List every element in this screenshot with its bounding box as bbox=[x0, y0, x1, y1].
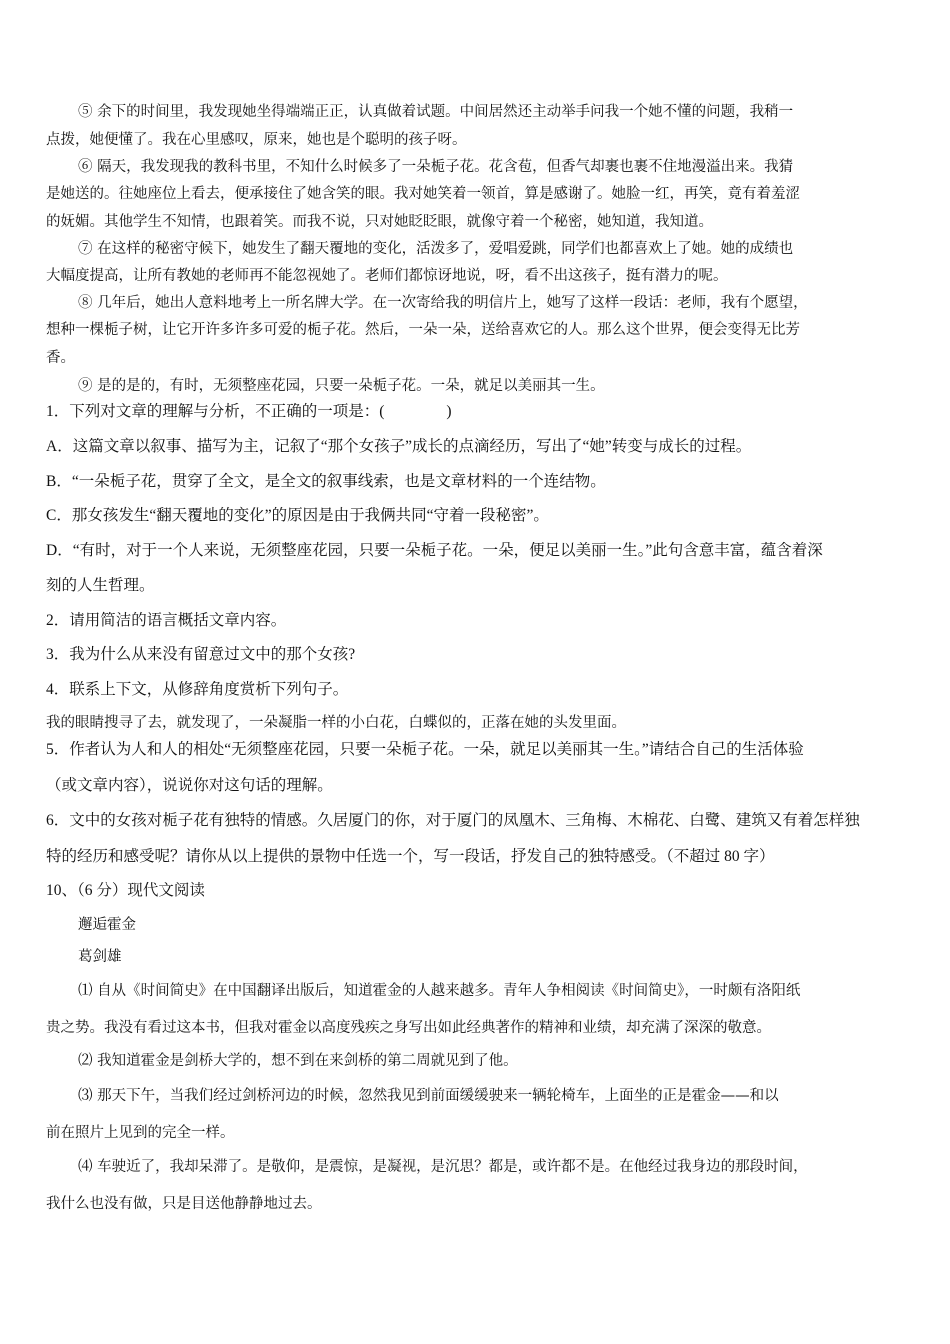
question-1: 1．下列对文章的理解与分析，不正确的一项是：( ) bbox=[46, 403, 452, 420]
article-author: 葛剑雄 bbox=[78, 949, 122, 965]
article-p4-line2: 我什么也没有做，只是目送他静静地过去。 bbox=[46, 1196, 322, 1212]
question-5-line2: （或文章内容），说说你对这句话的理解。 bbox=[46, 777, 333, 794]
article-p1-line2: 贵之势。我没有看过这本书，但我对霍金以高度残疾之身写出如此经典著作的精神和业绩，却充满了深深的敬意。 bbox=[46, 1020, 771, 1036]
passage-p8-line2: 想种一棵栀子树，让它开许多许多可爱的栀子花。然后，一朵一朵，送给喜欢它的人。那么这个世界，便会变得无比芳 bbox=[46, 322, 800, 338]
question-3: 3．我为什么从来没有留意过文中的那个女孩? bbox=[46, 646, 356, 663]
passage-p6-line1: ⑥ 隔天，我发现我的教科书里，不知什么时候多了一朵栀子花。花含苞，但香气却裹也裹不住地漫溢出来。我猜 bbox=[78, 159, 794, 175]
passage-p7-line1: ⑦ 在这样的秘密守候下，她发生了翻天覆地的变化，活泼多了，爱唱爱跳，同学们也都喜欢上了她。她的成绩也 bbox=[78, 241, 794, 257]
article-p3-line2: 前在照片上见到的完全一样。 bbox=[46, 1125, 235, 1141]
question-5-line1: 5．作者认为人和人的相处“无须整座花园，只要一朵栀子花。一朵，就足以美丽其一生。”请结合自己的生活体验 bbox=[46, 741, 804, 758]
passage-p6-line3: 的妩媚。其他学生不知情，也跟着笑。而我不说，只对她眨眨眼，就像守着一个秘密，她知道，我知道。 bbox=[46, 214, 713, 230]
passage-p7-line2: 大幅度提高，让所有教她的老师再不能忽视她了。老师们都惊讶地说，呀，看不出这孩子，挺有潜力的呢。 bbox=[46, 268, 728, 284]
question-1-option-c: C．那女孩发生“翻天覆地的变化”的原因是由于我俩共同“守着一段秘密”。 bbox=[46, 507, 549, 524]
question-2: 2．请用简洁的语言概括文章内容。 bbox=[46, 612, 287, 629]
passage-p5-line2: 点拨，她便懂了。我在心里感叹，原来，她也是个聪明的孩子呀。 bbox=[46, 132, 467, 148]
article-p4-line1: ⑷ 车驶近了，我却呆滞了。是敬仰，是震惊，是凝视，是沉思？都是，或许都不是。在他经过我身边的那段时间， bbox=[78, 1159, 808, 1175]
question-4: 4．联系上下文，从修辞角度赏析下列句子。 bbox=[46, 681, 349, 698]
article-p3-line1: ⑶ 那天下午，当我们经过剑桥河边的时候，忽然我见到前面缓缓驶来一辆轮椅车，上面坐的正是霍金——和以 bbox=[78, 1088, 779, 1104]
passage-p6-line2: 是她送的。往她座位上看去，便承接住了她含笑的眼。我对她笑着一领首，算是感谢了。她脸一红，再笑，竟有着羞涩 bbox=[46, 186, 800, 202]
question-1-option-d-line2: 刻的人生哲理。 bbox=[46, 577, 155, 594]
passage-p8-line3: 香。 bbox=[46, 350, 75, 366]
question-1-option-d-line1: D．“有时，对于一个人来说，无须整座花园，只要一朵栀子花。一朵，便足以美丽一生。”此句含意丰富，蕴含着深 bbox=[46, 542, 823, 559]
passage-p9: ⑨ 是的是的，有时，无须整座花园，只要一朵栀子花。一朵，就足以美丽其一生。 bbox=[78, 378, 605, 394]
section-10-heading: 10、（6 分）现代文阅读 bbox=[46, 882, 205, 899]
article-p1-line1: ⑴ 自从《时间简史》在中国翻译出版后，知道霍金的人越来越多。青年人争相阅读《时间简史》，一时颇有洛阳纸 bbox=[78, 983, 801, 999]
article-title: 邂逅霍金 bbox=[78, 917, 136, 933]
passage-p5-line1: ⑤ 余下的时间里，我发现她坐得端端正正，认真做着试题。中间居然还主动举手问我一个她不懂的问题，我稍一 bbox=[78, 104, 794, 120]
question-1-option-a: A．这篇文章以叙事、描写为主，记叙了“那个女孩子”成长的点滴经历，写出了“她”转变与成长的过程。 bbox=[46, 438, 752, 455]
article-p2: ⑵ 我知道霍金是剑桥大学的，想不到在来剑桥的第二周就见到了他。 bbox=[78, 1053, 518, 1069]
passage-p8-line1: ⑧ 几年后，她出人意料地考上一所名牌大学。在一次寄给我的明信片上，她写了这样一段话：老师，我有个愿望， bbox=[78, 295, 808, 311]
question-6-line1: 6．文中的女孩对栀子花有独特的情感。久居厦门的你，对于厦门的凤凰木、三角梅、木棉花、白鹭、建筑又有着怎样独 bbox=[46, 812, 860, 829]
question-6-line2: 特的经历和感受呢？请你从以上提供的景物中任选一个，写一段话，抒发自己的独特感受。（不超过 80 字） bbox=[46, 848, 775, 865]
question-4-sentence: 我的眼睛搜寻了去，就发现了，一朵凝脂一样的小白花，白蝶似的，正落在她的头发里面。 bbox=[46, 715, 626, 731]
question-1-option-b: B．“一朵栀子花，贯穿了全文，是全文的叙事线索，也是文章材料的一个连结物。 bbox=[46, 473, 606, 490]
